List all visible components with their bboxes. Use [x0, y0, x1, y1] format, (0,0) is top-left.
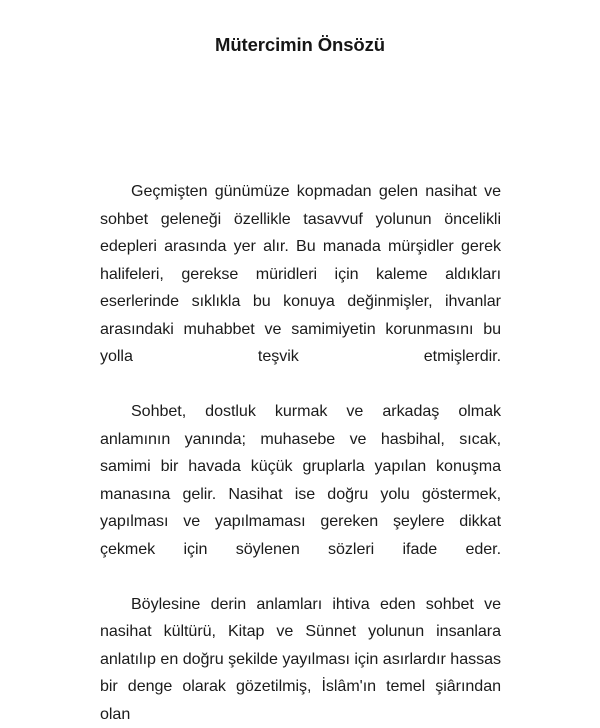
paragraph-1: Geçmişten günümüze kopmadan gelen nasihat ve sohbet geleneği özellikle tasavvuf yolunun öncelikli edepleri arasında yer alır. Bu manada mürşidler gerek halifeleri, gerekse müridleri için kaleme aldıkları eserlerinde sıklıkla bu konuya değinmişler, ihvanlar arasındaki muhabbet ve samimiyetin korunmasını bu yolla teşvik etmişlerdir. [100, 178, 501, 398]
body-text-column [100, 178, 501, 728]
paragraph-2: Sohbet, dostluk kurmak ve arkadaş olmak anlamının yanında; muhasebe ve hasbihal, sıcak, samimi bir havada küçük gruplarla yapılan konuşma manasına gelir. Nasihat ise doğru yolu göstermek, yapılması ve yapılmaması gereken şeylere dikkat çekmek için söylenen sözleri ifade eder. [100, 398, 501, 591]
page-title: Mütercimin Önsözü [0, 33, 600, 57]
paragraph-3: Böylesine derin anlamları ihtiva eden sohbet ve nasihat kültürü, Kitap ve Sünnet yolunun insanlara anlatılıp en doğru şekilde yayılması için asırlardır hassas bir denge olarak gözetilmiş, İslâm'ın temel şiârından olan [100, 591, 501, 728]
